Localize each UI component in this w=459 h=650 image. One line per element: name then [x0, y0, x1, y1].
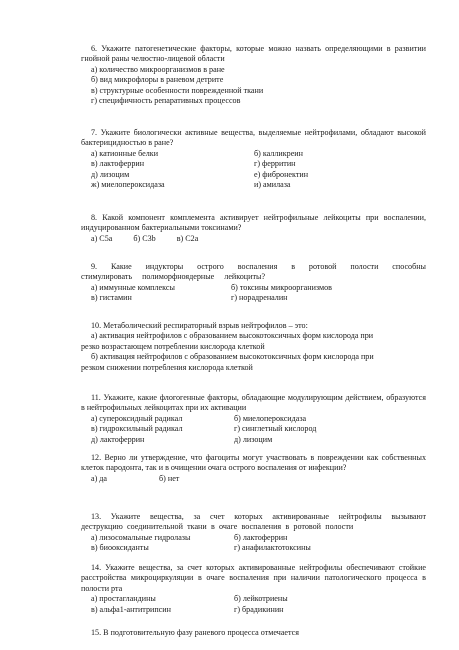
answer-option: а) супероксидный радикал — [91, 413, 183, 423]
question-12 — [81, 453, 426, 484]
answer-row — [81, 424, 426, 434]
answer-option: г) норадреналин — [231, 293, 288, 303]
answer-row — [81, 293, 426, 303]
answer-option: в) гистамин — [91, 293, 132, 303]
question-stem: 9. Какие индукторы острого воспаления в ротовой полости способны стимулировать полиморфноядерные лейкоциты? — [81, 262, 426, 282]
answer-option: е) фибронектин — [254, 169, 309, 179]
question-stem: 7. Укажите биологически активные вещества, выделяемые нейтрофилами, обладают высокой бактерицидностью в ране? — [81, 128, 426, 148]
answer-option: а) иммунные комплексы — [91, 282, 175, 292]
answer-option: в) лактоферрин — [91, 159, 145, 169]
answer-option: а) лизосомальные гидролазы — [91, 532, 191, 542]
answer-option: б) нет — [159, 473, 180, 483]
answer-row — [81, 543, 426, 553]
answer-row — [81, 283, 426, 293]
answer-option: д) лактоферрин — [91, 434, 145, 444]
answer-option: г) брадикинин — [234, 604, 284, 614]
question-stem: 14. Укажите вещества, за счет которых активированные нейтрофилы обеспечивают стойкие расстройства микроциркуляции в очаге воспаления при наличии патологического процесса в полости рта — [81, 563, 426, 593]
answer-row — [81, 234, 426, 244]
answer-row — [81, 159, 426, 169]
answer-option: г) синглетный кислород — [234, 424, 317, 434]
question-8 — [81, 213, 426, 244]
answer-option: в) структурные особенности поврежденной ткани — [91, 85, 264, 95]
answer-row — [81, 149, 426, 159]
question-stem: 10. Метаболический респираторный взрыв нейтрофилов – это: — [91, 321, 308, 330]
answer-option: в) гидроксильный радикал — [91, 424, 183, 434]
answer-option: б) вид микрофлоры в раневом детрите — [91, 75, 224, 85]
answer-option: б) калликреин — [254, 148, 303, 158]
answer-option-continuation: резко возрастающем потреблении кислорода клеткой — [81, 341, 265, 351]
answer-option: в) биооксиданты — [91, 543, 149, 553]
question-13 — [81, 512, 426, 554]
answer-option: б) С3b — [133, 233, 156, 243]
answer-option: г) анафилактотоксины — [234, 543, 311, 553]
question-9 — [81, 262, 426, 304]
answer-option: ж) миелопероксидаза — [91, 180, 165, 190]
question-stem: 11. Укажите, какие флогогенные факторы, обладающие модулирующим действием, образуются в нейтрофильных лейкоцитах при их активации — [81, 393, 426, 413]
answer-option: б) лейкотриены — [234, 594, 288, 604]
answer-row — [81, 533, 426, 543]
answer-option: а) С5а — [91, 233, 113, 243]
answer-option: а) активация нейтрофилов с образованием высокотоксичных форм кислорода при — [91, 331, 374, 341]
question-14 — [81, 563, 426, 615]
answer-row — [81, 594, 426, 604]
answer-option: а) количество микроорганизмов в ране — [91, 64, 225, 74]
answer-option: а) катионные белки — [91, 148, 159, 158]
answer-row — [81, 474, 426, 484]
answer-row — [81, 414, 426, 424]
answer-row — [81, 605, 426, 615]
answer-option: в) С2а — [176, 233, 199, 243]
question-stem: 8. Какой компонент комплемента активирует нейтрофильные лейкоциты при воспалении, индуцированном бактериальными токсинами? — [81, 213, 426, 233]
question-15 — [81, 628, 426, 638]
answer-option: г) ферритин — [254, 159, 296, 169]
answer-option: г) специфичность репаративных процессов — [91, 96, 241, 106]
question-stem: 6. Укажите патогенетические факторы, которые можно назвать определяющими в развитии гнойной раны челюстно-лицевой области — [81, 44, 426, 64]
answer-option-continuation: резком снижении потребления кислорода клеткой — [81, 362, 253, 372]
answer-option: д) лизоцим — [234, 434, 273, 444]
answer-option: в) альфа1-антитрипсин — [91, 604, 171, 614]
answer-option: б) лактоферрин — [234, 532, 288, 542]
question-11 — [81, 393, 426, 445]
answer-option: б) активация нейтрофилов с образованием высокотоксичных форм кислорода при — [91, 352, 374, 362]
answer-option: и) амилаза — [254, 180, 291, 190]
answer-row — [81, 180, 426, 190]
question-10 — [81, 321, 426, 373]
question-stem: 13. Укажите вещества, за счет которых активированные нейтрофилы вызывают деструкцию соединительной ткани в очаге воспаления в ротовой полости — [81, 512, 426, 532]
question-7 — [81, 128, 426, 190]
question-stem: 12. Верно ли утверждение, что фагоциты могут участвовать в повреждении как собственных клеток пародонта, так и в очищении очага острого воспаления от инфекции? — [81, 453, 426, 473]
answer-option: а) простагландины — [91, 594, 156, 604]
answer-row — [81, 170, 426, 180]
answer-option: б) миелопероксидаза — [234, 413, 307, 423]
answer-row — [81, 435, 426, 445]
answer-option: д) лизоцим — [91, 169, 130, 179]
answer-option: а) да — [91, 473, 108, 483]
answer-option: б) токсины микроорганизмов — [231, 282, 332, 292]
question-6 — [81, 44, 426, 106]
question-stem: 15. В подготовительную фазу раневого процесса отмечается — [91, 628, 299, 637]
